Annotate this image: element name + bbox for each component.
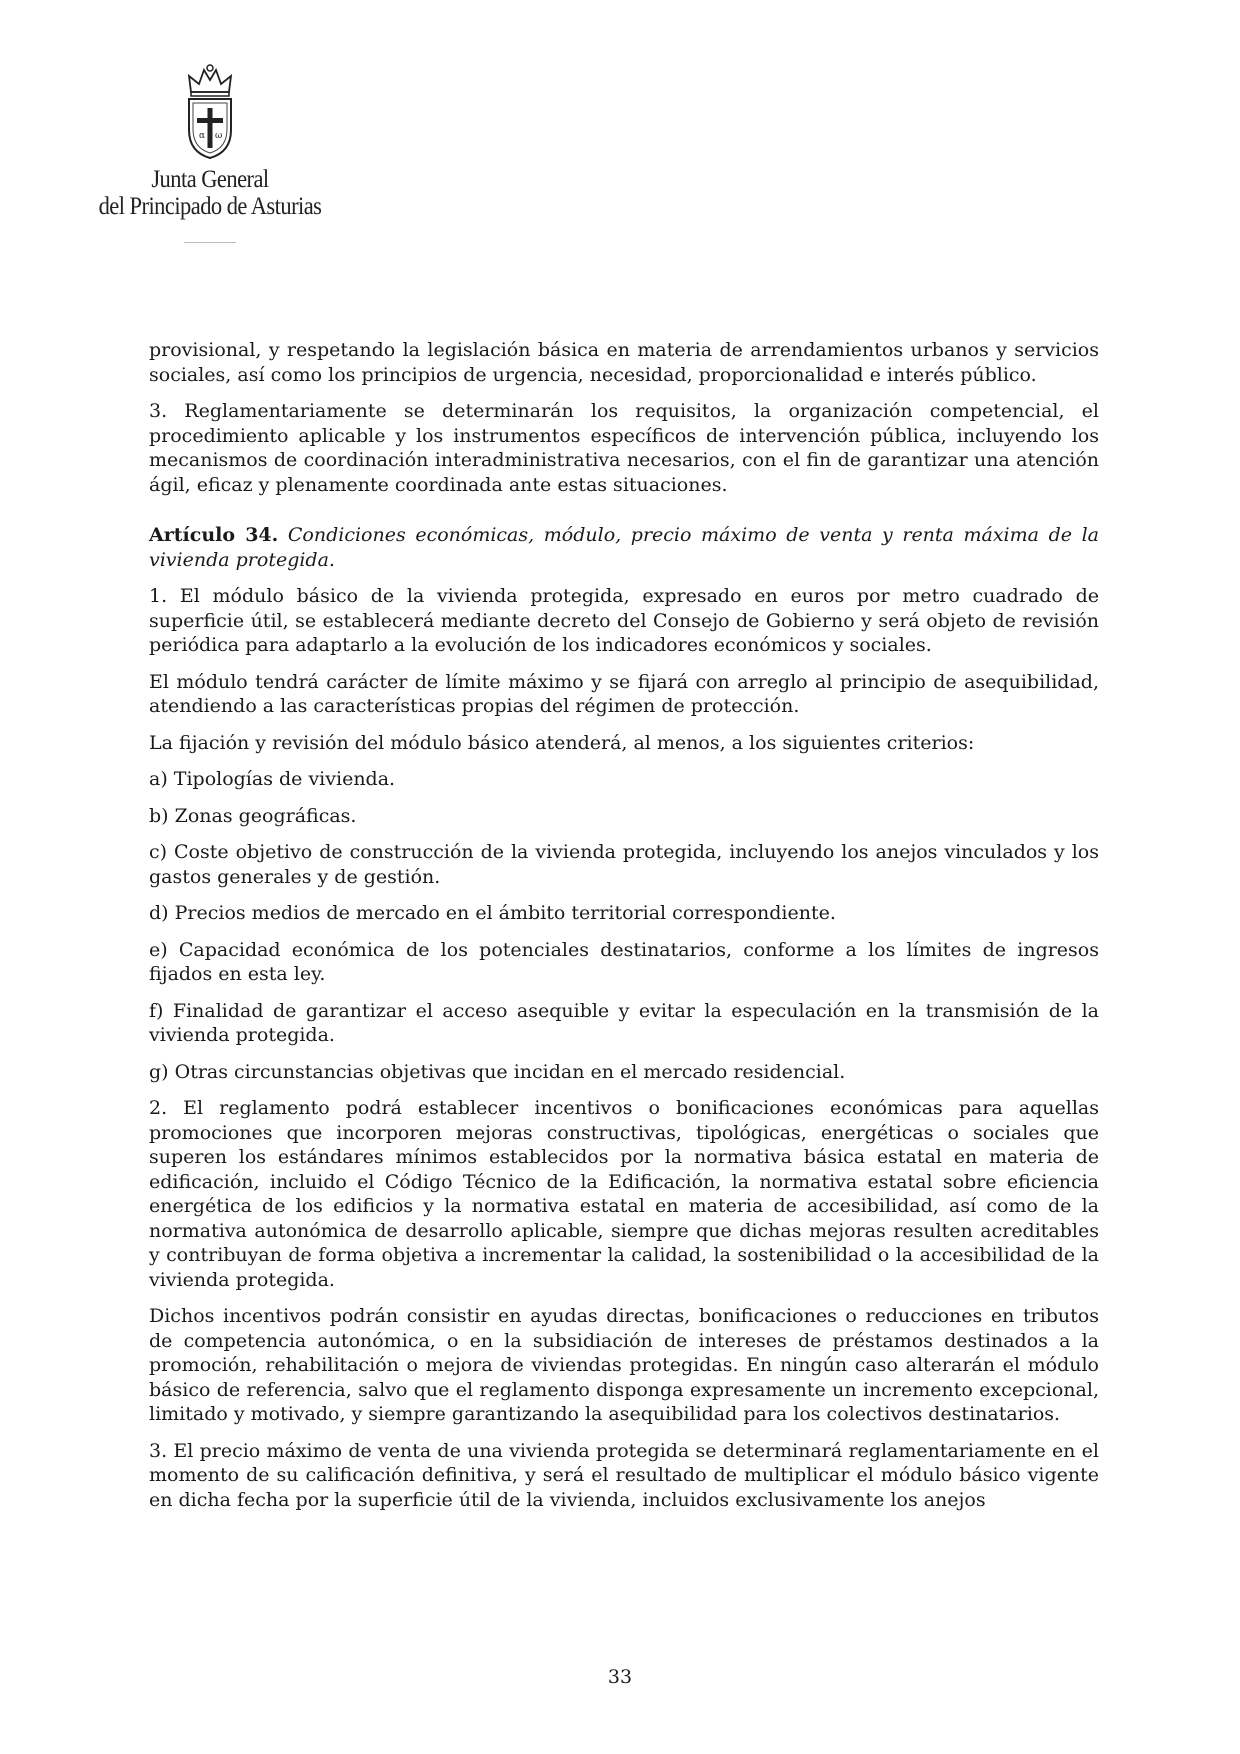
paragraph: 3. Reglamentariamente se determinarán los requisitos, la organización competencial, el procedimiento aplicable y los instrumentos específicos de intervención pública, incluyendo los mecanismos de coordinación interadministrativa necesarios, con el fin de garantizar una atención ágil, eficaz y plenamente coordinada ante estas situaciones. <box>149 400 1099 496</box>
paragraph: 1. El módulo básico de la vivienda protegida, expresado en euros por metro cuadrado de superficie útil, se establecerá mediante decreto del Consejo de Gobierno y será objeto de revisión periódica para adaptarlo a la evolución de los indicadores económicos y sociales. <box>149 585 1099 656</box>
svg-text:α: α <box>199 131 206 141</box>
paragraph: Dichos incentivos podrán consistir en ayudas directas, bonificaciones o reducciones en tributos de competencia autonómica, o en la subsidiación de intereses de préstamos destinados a la promoción, rehabilitación o mejora de viviendas protegidas. En ningún caso alterarán el módulo básico de referencia, salvo que el reglamento disponga expresamente un incremento excepcional, limitado y motivado, y siempre garantizando la asequibilidad para los colectivos destinatarios. <box>149 1305 1099 1425</box>
paragraph: provisional, y respetando la legislación básica en materia de arrendamientos urbanos y servicios sociales, así como los principios de urgencia, necesidad, proporcionalidad e interés público. <box>149 339 1099 386</box>
header-divider <box>184 242 236 243</box>
list-item: d) Precios medios de mercado en el ámbito territorial correspondiente. <box>149 902 836 924</box>
institution-name-line1: Junta General <box>151 166 269 193</box>
page-number: 33 <box>607 1666 633 1688</box>
paragraph: La fijación y revisión del módulo básico atenderá, al menos, a los siguientes criterios: <box>149 731 975 754</box>
article-heading <box>149 523 1099 572</box>
list-item: b) Zonas geográficas. <box>149 804 357 827</box>
coat-of-arms-icon <box>175 62 245 162</box>
list-item: c) Coste objetivo de construcción de la vivienda protegida, incluyendo los anejos vinculados y los gastos generales y de gestión. <box>149 841 1099 888</box>
list-item: g) Otras circunstancias objetivas que incidan en el mercado residencial. <box>149 1060 846 1083</box>
institution-name-line2: del Principado de Asturias <box>98 193 322 220</box>
svg-text:ω: ω <box>215 131 223 141</box>
paragraph: 2. El reglamento podrá establecer incentivos o bonificaciones económicas para aquellas promociones que incorporen mejoras constructivas, tipológicas, energéticas o sociales que superen los estándares mínimos establecidos por la normativa básica estatal en materia de edificación, incluido el Código Técnico de la Edificación, la normativa estatal sobre eficiencia energética de los edificios y la normativa estatal en materia de accesibilidad, así como de la normativa autonómica de desarrollo aplicable, siempre que dichas mejoras resulten acreditables y contribuyan de forma objetiva a incrementar la calidad, la sostenibilidad o la accesibilidad de la vivienda protegida. <box>149 1097 1099 1291</box>
paragraph: 3. El precio máximo de venta de una vivienda protegida se determinará reglamentariamente en el momento de su calificación definitiva, y será el resultado de multiplicar el módulo básico vigente en dicha fecha por la superficie útil de la vivienda, incluidos exclusivamente los anejos <box>149 1439 1099 1511</box>
paragraph: El módulo tendrá carácter de límite máximo y se fijará con arreglo al principio de asequibilidad, atendiendo a las características propias del régimen de protección. <box>149 670 1099 717</box>
list-item: a) Tipologías de vivienda. <box>149 768 396 790</box>
list-item: e) Capacidad económica de los potenciales destinatarios, conforme a los límites de ingresos fijados en esta ley. <box>149 938 1099 985</box>
list-item: f) Finalidad de garantizar el acceso asequible y evitar la especulación en la transmisión de la vivienda protegida. <box>149 999 1099 1046</box>
article-number: Artículo 34. <box>149 524 279 546</box>
document-body <box>149 338 1099 1524</box>
document-header <box>60 62 360 243</box>
article-title: Condiciones económicas, módulo, precio máximo de venta y renta máxima de la vivienda protegida. <box>149 524 1099 571</box>
